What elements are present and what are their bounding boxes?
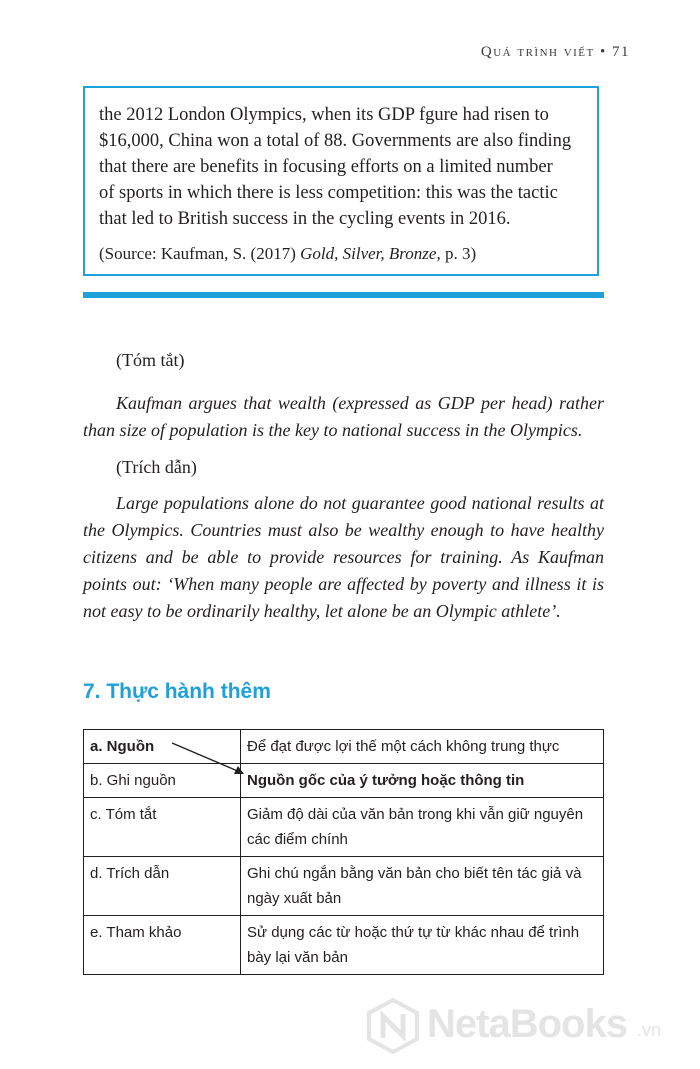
definition-cell	[241, 764, 604, 798]
table-row	[84, 730, 604, 764]
watermark-brand: NetaBooks	[427, 1002, 627, 1046]
quote-box	[83, 86, 599, 276]
term-text: e. Tham khảo	[90, 924, 182, 941]
definition-cell	[241, 857, 604, 916]
section-title: 7. Thực hành thêm	[83, 680, 271, 703]
quote-line: the 2012 London Olympics, when its GDP fgure had risen to	[99, 105, 549, 125]
term-cell	[84, 857, 241, 916]
definition-text: Để đạt được lợi thế một cách không trung thực	[247, 738, 560, 755]
term-text: b. Ghi nguồn	[90, 772, 176, 789]
source-suffix: , p. 3)	[436, 244, 477, 263]
definition-cell	[241, 730, 604, 764]
watermark-logo	[365, 998, 685, 1054]
table-row	[84, 916, 604, 975]
term-cell	[84, 798, 241, 857]
matching-table	[83, 729, 604, 975]
quote-line: of sports in which there is less competition: this was the tactic	[99, 183, 558, 203]
summary-paragraph: Kaufman argues that wealth (expressed as GDP per head) rather than size of population is the key to national success in the Olympics.	[83, 393, 604, 440]
definition-text: Ghi chú ngắn bằng văn bản cho biết tên tác giả và ngày xuất bản	[247, 865, 582, 907]
netabooks-logo-icon	[365, 998, 421, 1054]
term-text: d. Trích dẫn	[90, 865, 170, 882]
quotation-label: (Trích dẫn)	[116, 457, 197, 477]
source-title: Gold, Silver, Bronze	[300, 244, 437, 263]
definition-cell	[241, 916, 604, 975]
watermark-suffix: .vn	[637, 1020, 662, 1040]
term-text: a. Nguồn	[90, 738, 155, 755]
table-row	[84, 857, 604, 916]
term-cell	[84, 764, 241, 798]
definition-text: Nguồn gốc của ý tưởng hoặc thông tin	[247, 772, 525, 789]
term-text: c. Tóm tắt	[90, 806, 157, 823]
term-cell	[84, 730, 241, 764]
quote-source	[99, 244, 476, 264]
quote-line: that led to British success in the cycling events in 2016.	[99, 209, 511, 229]
quote-line: that there are benefits in focusing efforts on a limited number	[99, 157, 553, 177]
running-head: Quá trình viết • 71	[480, 44, 630, 60]
quotation-paragraph: Large populations alone do not guarantee good national results at the Olympics. Countries must also be wealthy enough to have healthy citizens and be able to provide resources for training. As Kaufman points out: ‘When many people are affected by poverty and illness it is not easy to be ordinarily healthy, let alone be an Olympic athlete’.	[83, 493, 604, 621]
section-divider	[83, 292, 604, 298]
summary-label: (Tóm tắt)	[116, 350, 185, 370]
table-row	[84, 798, 604, 857]
term-cell	[84, 916, 241, 975]
source-prefix: (Source: Kaufman, S. (2017)	[99, 244, 301, 263]
definition-text: Giảm độ dài của văn bản trong khi vẫn giữ nguyên các điểm chính	[247, 806, 584, 848]
table-row	[84, 764, 604, 798]
definition-text: Sử dụng các từ hoặc thứ tự từ khác nhau để trình bày lại văn bản	[247, 924, 580, 966]
quote-line: $16,000, China won a total of 88. Governments are also finding	[99, 131, 572, 151]
quote-text	[99, 102, 589, 232]
definition-cell	[241, 798, 604, 857]
